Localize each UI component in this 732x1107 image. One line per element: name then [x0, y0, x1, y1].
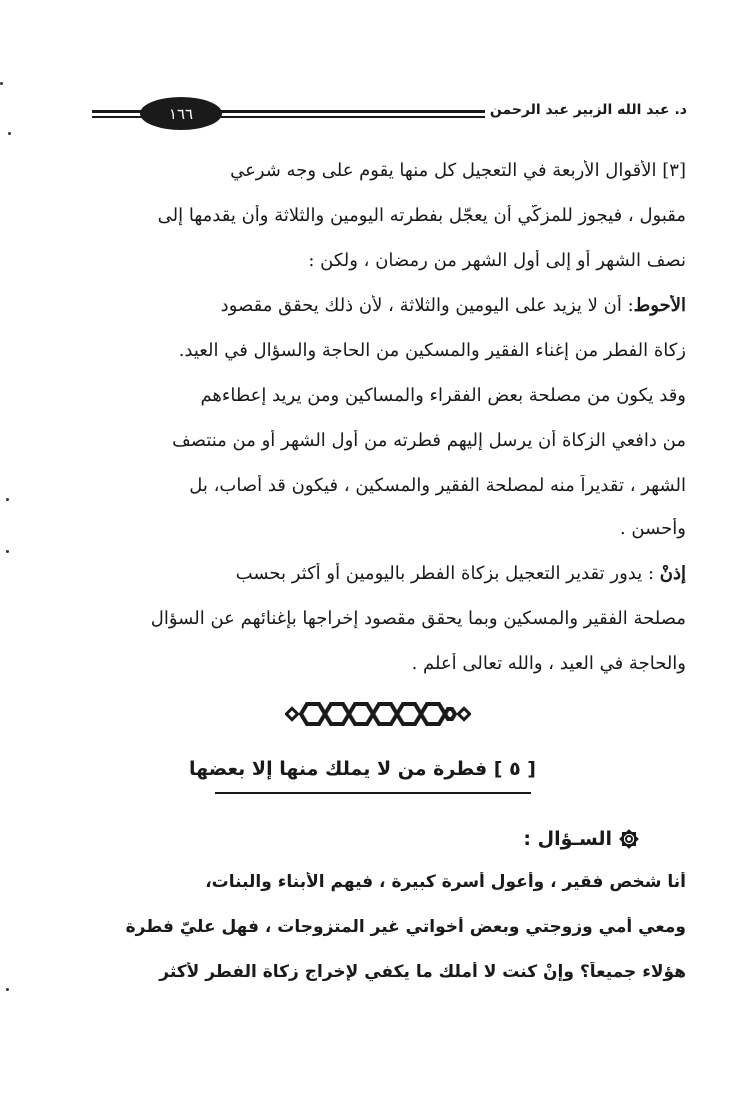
question-label: السـؤال : [523, 828, 612, 850]
section-title-underline [215, 792, 531, 794]
text-line: زكاة الفطر من إغناء الفقير والمسكين من الحاجة والسؤال في العيد. [178, 340, 686, 361]
running-header [92, 94, 687, 134]
text-line: من دافعي الزكاة أن يرسل إليهم فطرته من أول الشهر أو من منتصف [172, 430, 686, 451]
term-ahwat: الأحوط [633, 295, 686, 316]
scan-mark [6, 550, 9, 553]
question-line: هؤلاء جميعاً؟ وإنْ كنت لا أملك ما يكفي لإخراج زكاة الفطر لأكثر [159, 962, 686, 982]
star-flower-icon [618, 828, 640, 850]
question-heading [523, 828, 640, 850]
header-rule-left [92, 110, 142, 119]
text-line: مقبول ، فيجوز للمزكّي أن يعجّل بفطرته اليومين والثلاثة وأن يقدمها إلى [157, 205, 686, 226]
text-line [94, 563, 686, 584]
scan-mark [0, 82, 3, 85]
text-line: وقد يكون من مصلحة بعض الفقراء والمساكين ومن يريد إعطاءهم [200, 385, 686, 406]
text-line: مصلحة الفقير والمسكين وبما يحقق مقصود إخراجها بإغنائهم عن السؤال [150, 608, 686, 629]
scan-mark [8, 132, 11, 135]
section-title: [ ٥ ] فطرة من لا يملك منها إلا بعضها [189, 758, 536, 780]
text-span: : أن لا يزيد على اليومين والثلاثة ، لأن ذلك يحقق مقصود [220, 295, 634, 316]
text-line: وأحسن . [619, 518, 686, 539]
question-line: ومعي أمي وزوجتي وبعض أخواتي غير المتزوجات ، فهل عليّ فطرة [125, 917, 686, 937]
scan-mark [6, 498, 9, 501]
header-rule-middle [220, 110, 485, 119]
page-number: ١٦٦ [140, 97, 222, 130]
text-line [94, 295, 686, 316]
author-name: د. عبد الله الزبير عبد الرحمن [489, 102, 687, 118]
term-idhan: إذنْ [659, 563, 686, 584]
scan-mark [6, 988, 9, 991]
question-line: أنا شخص فقير ، وأعول أسرة كبيرة ، فيهم الأبناء والبنات، [205, 872, 686, 892]
text-line: الشهر ، تقديراً منه لمصلحة الفقير والمسكين ، فيكون قد أصاب، بل [189, 475, 686, 496]
text-line: نصف الشهر أو إلى أول الشهر من رمضان ، ولكن : [308, 250, 686, 271]
text-span: : يدور تقدير التعجيل بزكاة الفطر باليومين أو أكثر بحسب [235, 563, 660, 584]
text-line: والحاجة في العيد ، والله تعالى أعلم . [411, 653, 686, 674]
ornament-divider-icon [285, 700, 471, 728]
text-line: [٣] الأقوال الأربعة في التعجيل كل منها يقوم على وجه شرعي [230, 160, 686, 181]
